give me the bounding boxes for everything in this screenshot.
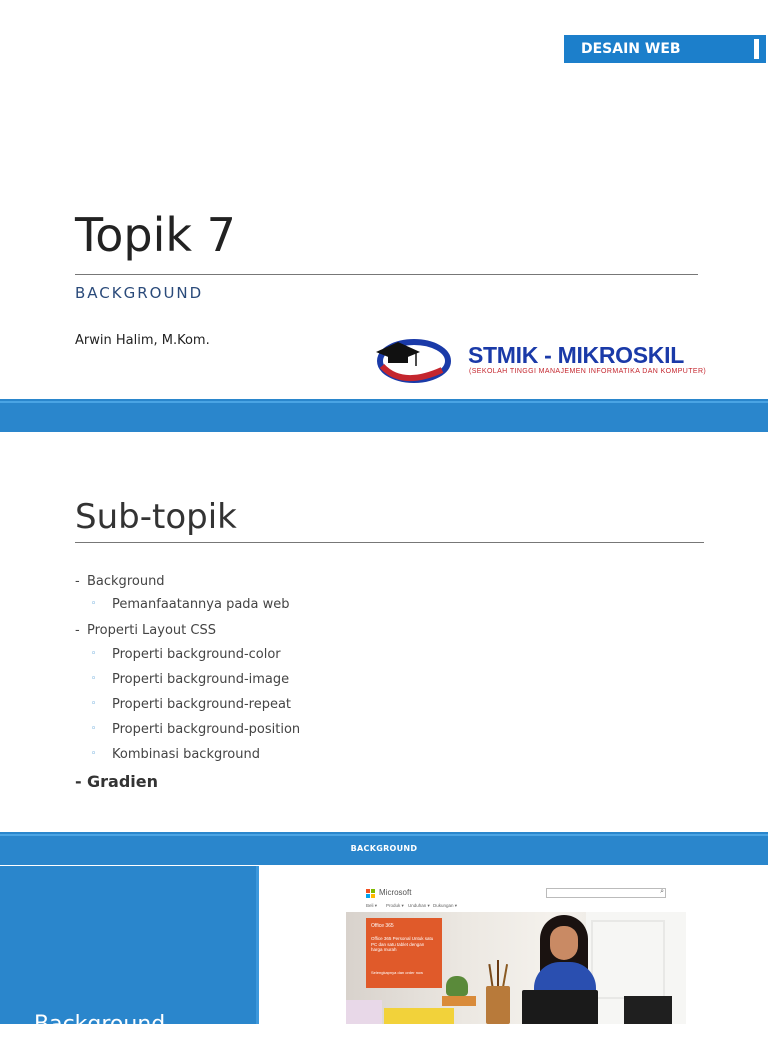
course-badge xyxy=(564,35,766,63)
list-item: ◦ Properti background-position xyxy=(91,722,301,737)
subtopic-title: Sub-topik xyxy=(75,497,237,537)
brush-cup xyxy=(486,986,510,1024)
circle-bullet: ◦ xyxy=(91,599,97,609)
institution-logo xyxy=(372,336,712,388)
circle-bullet: ◦ xyxy=(91,674,97,684)
desk-item xyxy=(384,1008,454,1024)
slide-header xyxy=(0,832,768,865)
person-face xyxy=(550,926,578,960)
screenshot-nav-item: Dukungan ▾ xyxy=(433,903,458,908)
list-item: ◦ Properti background-image xyxy=(91,672,290,687)
search-icon: ⌕ xyxy=(660,887,664,895)
circle-bullet: ◦ xyxy=(91,749,97,759)
laptop xyxy=(522,990,598,1024)
badge-accent-bar xyxy=(754,39,759,59)
circle-bullet: ◦ xyxy=(91,724,97,734)
list-item: - Background xyxy=(75,574,165,589)
list-item: ◦ Properti background-repeat xyxy=(91,697,292,712)
section-title: Background xyxy=(34,1012,166,1037)
window-frame xyxy=(591,920,665,999)
screenshot-hero-image xyxy=(346,912,686,1024)
plant xyxy=(446,976,468,996)
brush xyxy=(497,960,499,988)
brush xyxy=(488,964,493,988)
promo-logo: Office 365 xyxy=(371,923,394,929)
slide-title: Topik 7 xyxy=(75,208,236,262)
laptop xyxy=(624,996,672,1024)
list-item: - Gradien xyxy=(75,772,158,791)
dash-bullet: - xyxy=(75,574,80,589)
list-item: ◦ Pemanfaatannya pada web xyxy=(91,597,290,612)
logo-name: STMIK - MIKROSKIL xyxy=(468,342,684,368)
graduation-cap-icon xyxy=(372,336,462,388)
slide-separator xyxy=(0,399,768,432)
screenshot-brand: Microsoft xyxy=(379,888,412,897)
screenshot-nav-item: Beli ▾ xyxy=(366,903,378,908)
circle-bullet: ◦ xyxy=(91,699,97,709)
list-item: ◦ Kombinasi background xyxy=(91,747,260,762)
author-name: Arwin Halim, M.Kom. xyxy=(75,333,210,348)
list-item: - Properti Layout CSS xyxy=(75,623,216,638)
website-screenshot xyxy=(346,884,686,1024)
dash-bullet: - xyxy=(75,772,82,791)
section-panel xyxy=(0,866,256,1037)
microsoft-logo-icon xyxy=(366,889,375,898)
promo-link: Selengkapnya dan order now xyxy=(371,970,424,975)
screenshot-search-box xyxy=(546,888,666,898)
slide-subtitle: BACKGROUND xyxy=(75,284,204,302)
course-badge-label: DESAIN WEB xyxy=(581,41,681,57)
promo-text: Office 365 Personal Untuk satu PC dan satu tablet dengan harga murah xyxy=(371,936,434,952)
screenshot-nav-item: Unduhan ▾ xyxy=(408,903,430,908)
flower-pots xyxy=(442,996,476,1006)
subtopic-divider xyxy=(75,542,704,543)
slide-separator-highlight xyxy=(0,401,768,403)
desk-item xyxy=(346,1000,382,1024)
section-panel-edge xyxy=(256,866,259,1024)
list-item: ◦ Properti background-color xyxy=(91,647,281,662)
circle-bullet: ◦ xyxy=(91,649,97,659)
slide-header-highlight xyxy=(0,834,768,836)
brush xyxy=(502,964,508,988)
screenshot-nav-item: Produk ▾ xyxy=(386,903,404,908)
promo-card xyxy=(366,918,442,988)
title-divider xyxy=(75,274,698,275)
logo-tagline: (SEKOLAH TINGGI MANAJEMEN INFORMATIKA DAN KOMPUTER) xyxy=(469,368,707,375)
dash-bullet: - xyxy=(75,623,80,638)
slide-header-label: BACKGROUND xyxy=(350,844,418,853)
